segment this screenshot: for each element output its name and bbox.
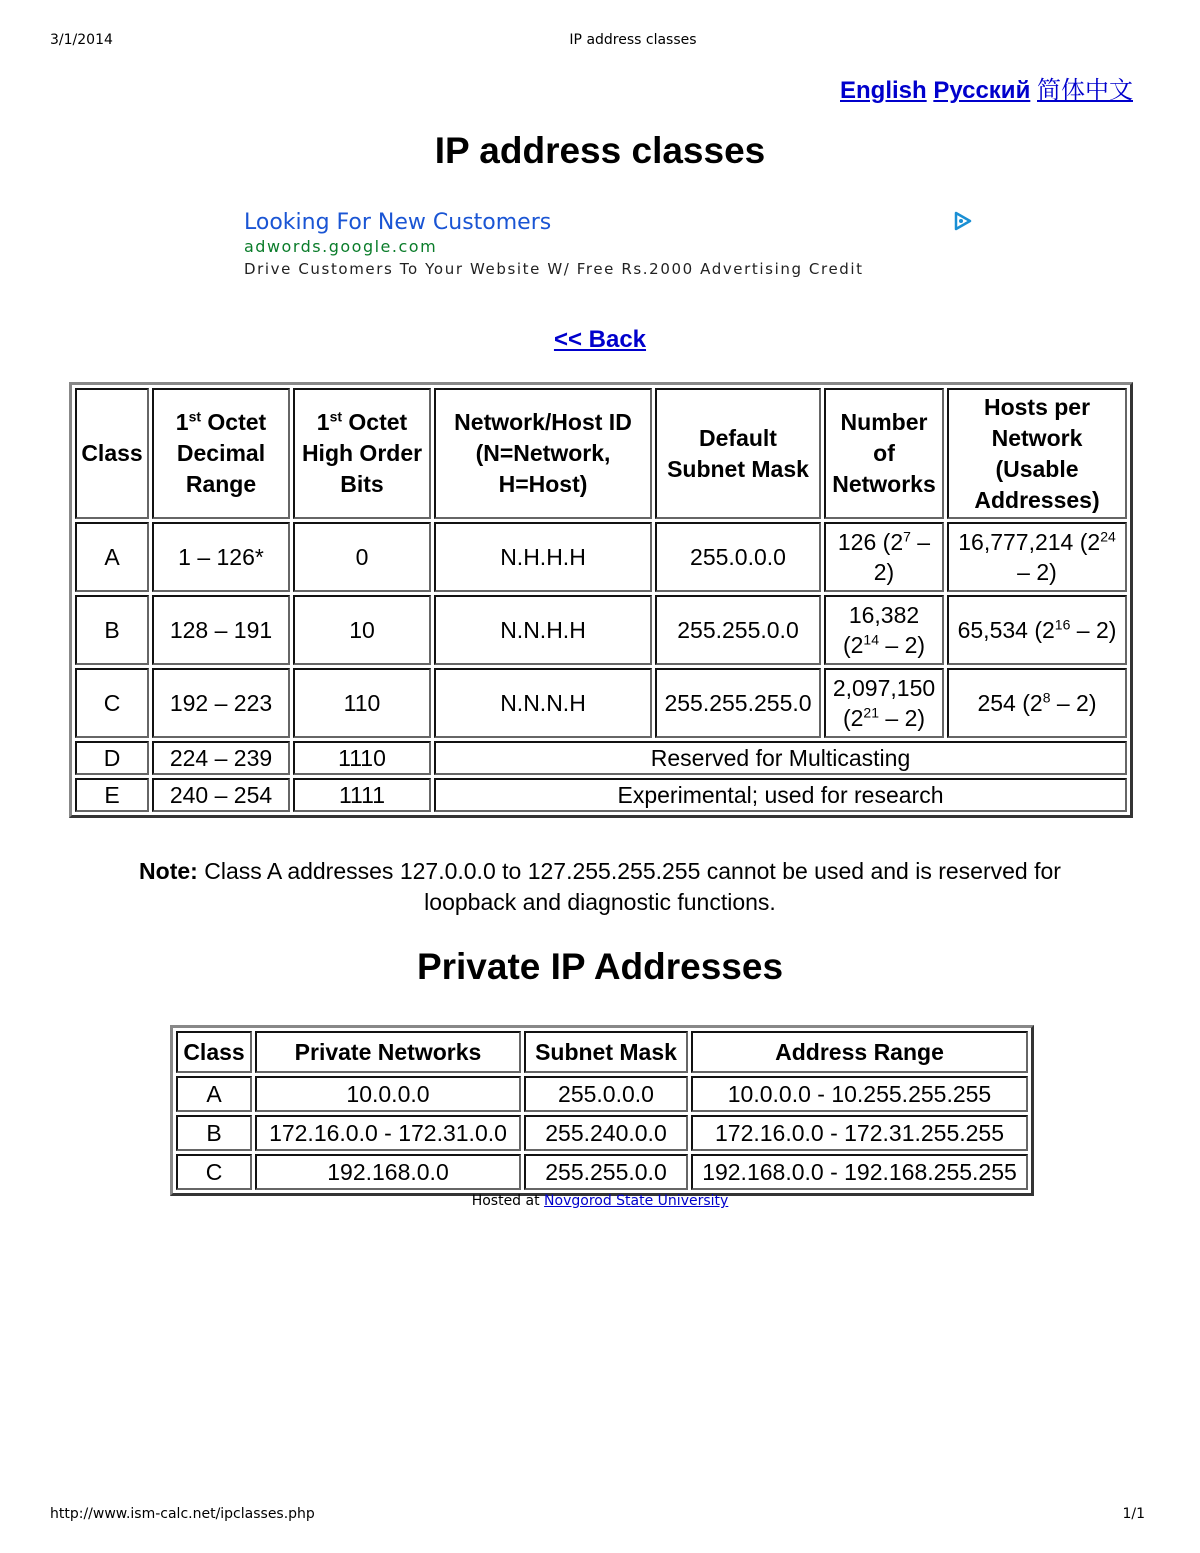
col-header-high-order-bits: 1st Octet High Order Bits <box>293 388 431 519</box>
note-text: Class A addresses 127.0.0.0 to 127.255.255.255 cannot be used and is reserved for loopback and diagnostic functions. <box>197 858 1061 915</box>
networks-cell: 16,382 $(2^{14} - 2)$ <box>824 595 944 665</box>
range-cell: 10.0.0.0 - 10.255.255.255 <box>691 1076 1028 1112</box>
class-cell: A <box>75 522 149 592</box>
col-header-number-networks: Number of Networks <box>824 388 944 519</box>
network-host-cell: N.N.H.H <box>434 595 652 665</box>
col-header-class: Class <box>176 1031 252 1073</box>
mask-cell: 255.0.0.0 <box>655 522 821 592</box>
page-title: IP address classes <box>434 130 766 171</box>
reserved-cell: Reserved for Multicasting <box>434 741 1127 775</box>
table-row <box>75 668 1127 738</box>
network-cell: 10.0.0.0 <box>255 1076 521 1112</box>
note-paragraph <box>100 856 1100 918</box>
adchoices-icon[interactable] <box>952 210 974 232</box>
range-cell: 192 – 223 <box>152 668 290 738</box>
private-ip-heading: Private IP Addresses <box>416 946 784 987</box>
bits-cell: 110 <box>293 668 431 738</box>
range-cell: 192.168.0.0 - 192.168.255.255 <box>691 1154 1028 1190</box>
table-row <box>75 522 1127 592</box>
networks-cell: 2,097,150 $(2^{21} - 2)$ <box>824 668 944 738</box>
mask-cell: 255.255.0.0 <box>655 595 821 665</box>
table-row <box>75 741 1127 775</box>
col-header-decimal-range: 1st Octet Decimal Range <box>152 388 290 519</box>
print-url: http://www.ism-calc.net/ipclasses.php <box>50 1506 315 1522</box>
ad-title-link[interactable]: Looking For New Customers <box>244 210 552 235</box>
col-header-subnet-mask: Subnet Mask <box>524 1031 688 1073</box>
class-cell: C <box>75 668 149 738</box>
print-title: IP address classes <box>569 32 697 48</box>
class-cell: E <box>75 778 149 812</box>
class-cell: B <box>176 1115 252 1151</box>
mask-cell: 255.240.0.0 <box>524 1115 688 1151</box>
lang-chinese-link[interactable]: 简体中文 <box>1037 77 1133 104</box>
ad-url: adwords.google.com <box>244 237 438 256</box>
back-link[interactable]: << Back <box>553 326 647 353</box>
note-label: Note: <box>139 858 198 884</box>
table-row <box>176 1076 1028 1112</box>
print-date: 3/1/2014 <box>50 32 113 48</box>
range-cell: 172.16.0.0 - 172.31.255.255 <box>691 1115 1028 1151</box>
mask-cell: 255.255.0.0 <box>524 1154 688 1190</box>
ad-block <box>244 210 974 278</box>
range-cell: 1 – 126* <box>152 522 290 592</box>
print-page-number: 1/1 <box>1122 1506 1145 1522</box>
table-row <box>75 778 1127 812</box>
networks-cell: 126 $(2^7 - 2)$ <box>824 522 944 592</box>
table-header-row <box>75 388 1127 519</box>
class-cell: C <box>176 1154 252 1190</box>
lang-english-link[interactable]: English <box>840 77 927 104</box>
lang-russian-link[interactable]: Русский <box>933 77 1031 104</box>
bits-cell: 1111 <box>293 778 431 812</box>
bits-cell: 10 <box>293 595 431 665</box>
network-cell: 192.168.0.0 <box>255 1154 521 1190</box>
mask-cell: 255.255.255.0 <box>655 668 821 738</box>
class-cell: D <box>75 741 149 775</box>
hosted-prefix: Hosted at <box>471 1193 545 1209</box>
col-header-private-networks: Private Networks <box>255 1031 521 1073</box>
table-row <box>176 1115 1028 1151</box>
hosted-note <box>0 1193 1200 1209</box>
range-cell: 128 – 191 <box>152 595 290 665</box>
bits-cell: 0 <box>293 522 431 592</box>
hosts-cell: 254 $(2^8 - 2)$ <box>947 668 1127 738</box>
network-host-cell: N.H.H.H <box>434 522 652 592</box>
range-cell: 224 – 239 <box>152 741 290 775</box>
col-header-hosts-per-network: Hosts per Network (Usable Addresses) <box>947 388 1127 519</box>
private-ip-table <box>170 1025 1034 1196</box>
class-cell: A <box>176 1076 252 1112</box>
hosts-cell: 65,534 $(2^{16} - 2)$ <box>947 595 1127 665</box>
col-header-network-host-id: Network/Host ID (N=Network, H=Host) <box>434 388 652 519</box>
col-header-subnet-mask: Default Subnet Mask <box>655 388 821 519</box>
university-link[interactable]: Novgorod State University <box>544 1193 729 1209</box>
range-cell: 240 – 254 <box>152 778 290 812</box>
ad-description: Drive Customers To Your Website W/ Free Rs.2000 Advertising Credit <box>244 260 864 278</box>
table-row <box>176 1154 1028 1190</box>
back-link-wrap <box>0 326 1200 354</box>
network-cell: 172.16.0.0 - 172.31.0.0 <box>255 1115 521 1151</box>
language-links <box>840 70 1133 105</box>
mask-cell: 255.0.0.0 <box>524 1076 688 1112</box>
col-header-address-range: Address Range <box>691 1031 1028 1073</box>
table-header-row <box>176 1031 1028 1073</box>
class-cell: B <box>75 595 149 665</box>
ip-classes-table <box>69 382 1133 818</box>
col-header-class: Class <box>75 388 149 519</box>
experimental-cell: Experimental; used for research <box>434 778 1127 812</box>
table-row <box>75 595 1127 665</box>
network-host-cell: N.N.N.H <box>434 668 652 738</box>
bits-cell: 1110 <box>293 741 431 775</box>
hosts-cell: 16,777,214 $(2^{24} - 2)$ <box>947 522 1127 592</box>
